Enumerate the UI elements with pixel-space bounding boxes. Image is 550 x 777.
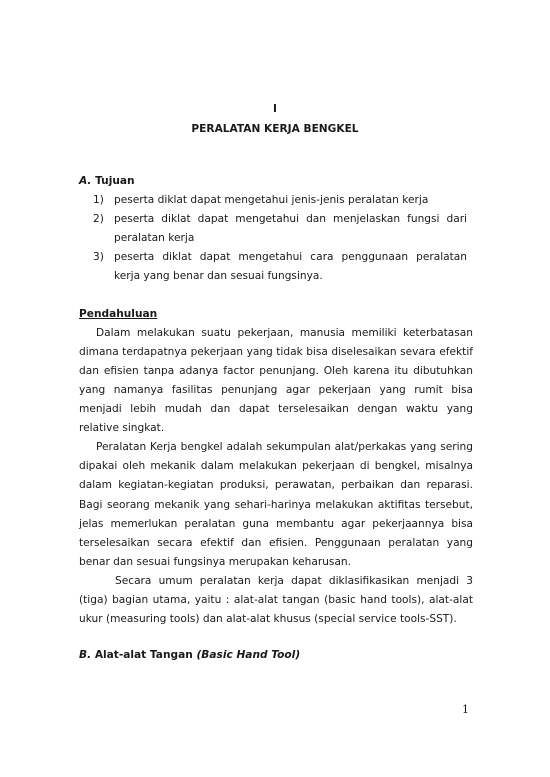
intro-paragraph: Peralatan Kerja bengkel adalah sekumpulan alat/perkakas yang sering dipakai oleh mekanik dalam melakukan pekerjaan di bengkel, misalnya dalam kegiatan-kegiatan produksi, perawatan, perbaikan dan reparasi. Bagi seorang mekanik yang sehari-harinya melakukan aktifitas tersebut, jelas memerlukan peralatan guna membantu agar pekerjaannya bisa terselesaikan secara efektif dan efisien. Penggunaan peralatan yang benar dan sesuai fungsinya merupakan keharusan. (79, 441, 473, 568)
list-item-number: 2) (93, 213, 104, 226)
list-item (79, 248, 473, 286)
section-a-letter: A. (79, 175, 92, 187)
list-item-text: peserta diklat dapat mengetahui cara penggunaan peralatan kerja yang benar dan sesuai fungsinya. (114, 251, 467, 283)
intro-paragraph: Dalam melakukan suatu pekerjaan, manusia memiliki keterbatasan dimana terdapatnya pekerjaan yang tidak bisa diselesaikan sevara efektif dan efisien tanpa adanya factor penunjang. Oleh karena itu dibutuhkan yang namanya fasilitas penunjang agar pekerjaan yang rumit bisa menjadi lebih mudah dan dapat terselesaikan dengan waktu yang relative singkat. (79, 326, 473, 435)
intro-paragraph: Secara umum peralatan kerja dapat diklasifikasikan menjadi 3 (tiga) bagian utama, yaitu : alat-alat tangan (basic hand tools), alat-alat ukur (measuring tools) dan alat-alat khusus (special service tools-SST). (79, 574, 473, 626)
list-item (79, 210, 473, 248)
section-b-subtitle: (Basic Hand Tool) (196, 649, 301, 662)
chapter-number: I (273, 103, 277, 115)
section-a-title: Tujuan (95, 175, 135, 187)
objectives-list (79, 191, 473, 286)
page-content (79, 172, 473, 665)
list-item (79, 191, 473, 210)
section-b-heading (79, 646, 473, 665)
list-item-text: peserta diklat dapat mengetahui dan menjelaskan fungsi dari peralatan kerja (114, 213, 467, 245)
page-number: 1 (462, 703, 469, 716)
list-item-number: 3) (93, 251, 104, 264)
section-b-letter: B. (79, 649, 92, 662)
list-item-text: peserta diklat dapat mengetahui jenis-jenis peralatan kerja (114, 194, 429, 207)
list-item-number: 1) (93, 194, 104, 207)
chapter-title: PERALATAN KERJA BENGKEL (191, 123, 359, 135)
section-b-title: Alat-alat Tangan (94, 649, 193, 662)
section-a-heading (79, 172, 473, 191)
intro-heading: Pendahuluan (79, 307, 158, 320)
